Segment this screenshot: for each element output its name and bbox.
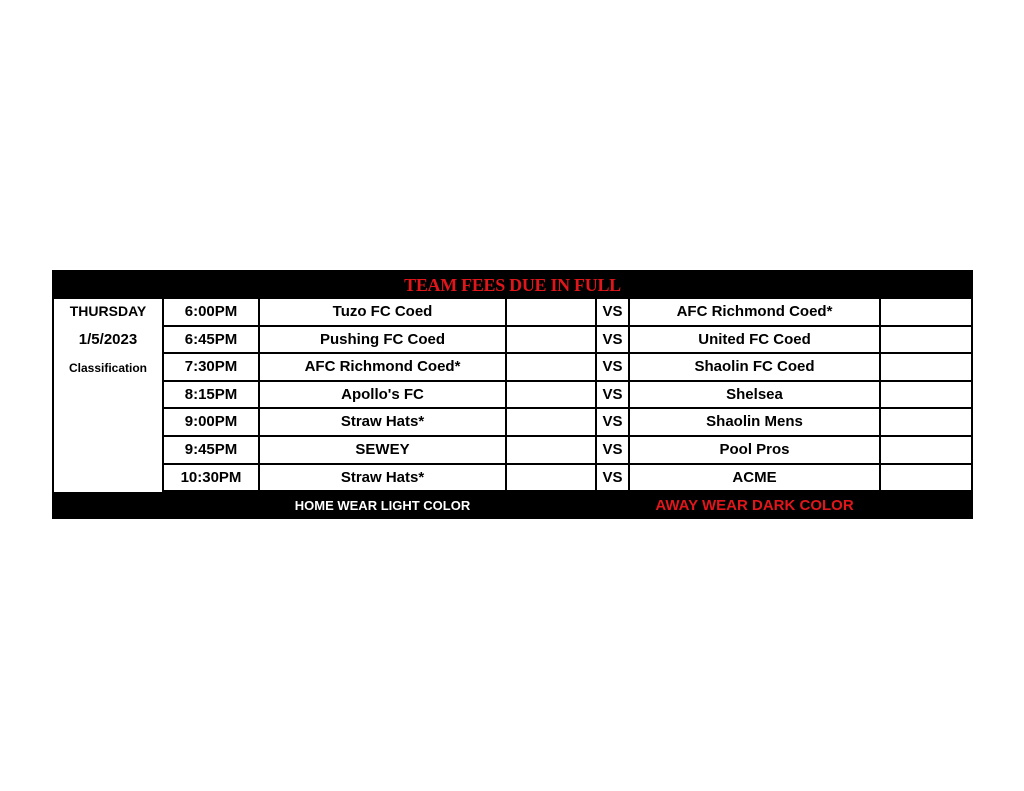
- away-score-cell: [881, 465, 971, 491]
- home-team-cell: Apollo's FC: [260, 382, 505, 408]
- home-team-cell: Pushing FC Coed: [260, 327, 505, 353]
- away-score-cell: [881, 382, 971, 408]
- vs-cell: VS: [597, 354, 628, 380]
- home-score-cell: [507, 354, 595, 380]
- home-team-cell: Straw Hats*: [260, 465, 505, 491]
- away-score-cell: [881, 437, 971, 463]
- day-column: [54, 299, 162, 492]
- classification-label: Classification: [68, 361, 148, 375]
- vs-cell: VS: [597, 327, 628, 353]
- vs-cell: VS: [597, 299, 628, 325]
- home-score-cell: [507, 409, 595, 435]
- home-score-cell: [507, 327, 595, 353]
- away-score-cell: [881, 409, 971, 435]
- time-cell: 9:45PM: [164, 437, 258, 463]
- time-cell: 6:45PM: [164, 327, 258, 353]
- away-score-cell: [881, 299, 971, 325]
- home-score-cell: [507, 437, 595, 463]
- weekday-label: THURSDAY: [69, 303, 147, 319]
- away-team-cell: ACME: [630, 465, 879, 491]
- away-wear-note: AWAY WEAR DARK COLOR: [655, 497, 854, 514]
- home-team-cell: Tuzo FC Coed: [260, 299, 505, 325]
- away-team-cell: Shaolin Mens: [630, 409, 879, 435]
- home-score-cell: [507, 299, 595, 325]
- home-team-cell: SEWEY: [260, 437, 505, 463]
- away-team-cell: United FC Coed: [630, 327, 879, 353]
- home-wear-note: HOME WEAR LIGHT COLOR: [294, 498, 471, 513]
- home-score-cell: [507, 382, 595, 408]
- vs-cell: VS: [597, 409, 628, 435]
- away-team-cell: Shaolin FC Coed: [630, 354, 879, 380]
- vs-cell: VS: [597, 465, 628, 491]
- vs-cell: VS: [597, 437, 628, 463]
- date-label: 1/5/2023: [78, 331, 138, 348]
- away-team-cell: Pool Pros: [630, 437, 879, 463]
- home-team-cell: AFC Richmond Coed*: [260, 354, 505, 380]
- away-team-cell: Shelsea: [630, 382, 879, 408]
- time-cell: 9:00PM: [164, 409, 258, 435]
- time-cell: 6:00PM: [164, 299, 258, 325]
- time-cell: 7:30PM: [164, 354, 258, 380]
- schedule-sheet: [52, 270, 973, 519]
- fees-banner: TEAM FEES DUE IN FULL: [404, 275, 621, 295]
- home-team-cell: Straw Hats*: [260, 409, 505, 435]
- away-team-cell: AFC Richmond Coed*: [630, 299, 879, 325]
- time-cell: 10:30PM: [164, 465, 258, 491]
- away-score-cell: [881, 354, 971, 380]
- time-cell: 8:15PM: [164, 382, 258, 408]
- home-score-cell: [507, 465, 595, 491]
- vs-cell: VS: [597, 382, 628, 408]
- away-score-cell: [881, 327, 971, 353]
